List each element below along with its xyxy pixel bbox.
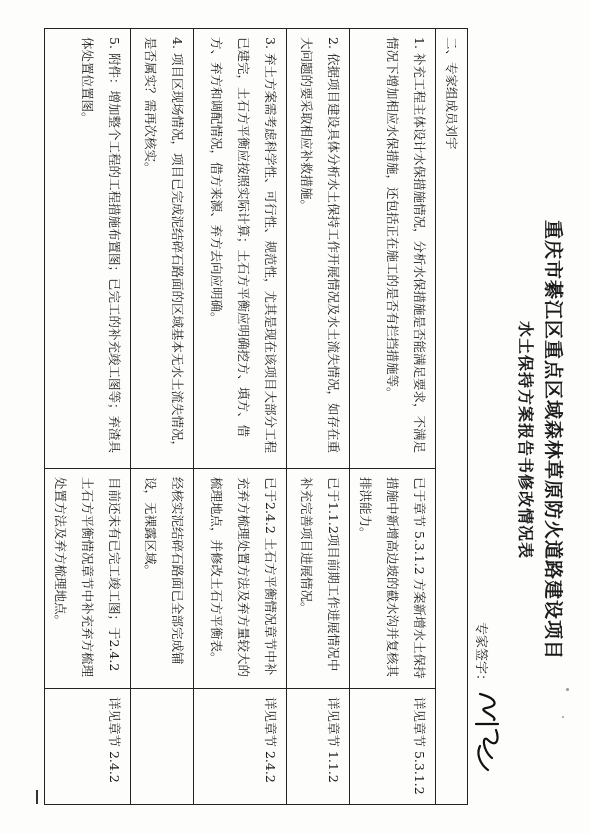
expert-comment: 5.附件：增加整个工程的工程措施布置图；已完工的补充竣工图等；弃渣具体处置位置图。 bbox=[45, 29, 131, 469]
revision-location: 详见章节 1.1.2 bbox=[287, 689, 350, 805]
table-row bbox=[287, 29, 350, 805]
table-row bbox=[350, 29, 436, 805]
expert-comment: 3.弃土方案需考虑科学性、可行性、规范性，尤其是现在该项目大部分工程已建完，土石方平衡应按照实际计算；土石方平衡应明确挖方、填方、借方、弃方和调配情况，借方来源、弃方去向应明确。 bbox=[194, 29, 287, 469]
document-title: 重庆市綦江区重点区域森林草原防火道路建设项目 bbox=[542, 219, 564, 660]
table-row bbox=[45, 29, 131, 805]
revision-table bbox=[44, 28, 468, 805]
table-row bbox=[194, 29, 287, 805]
scan-speck bbox=[566, 688, 569, 691]
section-header: 二、专家组成员刘宇 bbox=[436, 29, 468, 805]
revision-response: 已于章节 5.3.1.2 方案新增水土保持措施中新增高边坡的截水沟并复核其排洪能力。 bbox=[350, 469, 436, 689]
document-subtitle: 水土保持方案报告书修改情况表 bbox=[516, 320, 535, 559]
signature-label: 专家签字： bbox=[473, 622, 488, 688]
section-header-row bbox=[436, 29, 468, 805]
revision-location: 详见章节 2.4.2 bbox=[45, 689, 131, 805]
scan-mark bbox=[36, 790, 38, 804]
revision-location: 详见章节 2.4.2 bbox=[194, 689, 287, 805]
revision-response: 经核实泥结碎石路面已全部完成铺设，无裸露区域。 bbox=[131, 469, 194, 689]
revision-location: 详见章节 5.3.1.2 bbox=[350, 689, 436, 805]
revision-location bbox=[131, 689, 194, 805]
expert-comment: 1.补充工程主体设计水保措施情况，分析水保措施是否能满足要求，不满足情况下增加相应水保措施，还包括正在施工的是否有拦挡措施等。 bbox=[350, 29, 436, 469]
handwritten-signature bbox=[472, 688, 506, 774]
scan-speck bbox=[562, 716, 564, 718]
revision-response: 已于1.1.2项目前期工作进展情况中补充完善项目进展情况。 bbox=[287, 469, 350, 689]
revision-response: 目前还未有已完工竣工图；于2.4.2 土石方平衡情况章节中补充弃方梳理处置方法及弃方梳理地点。 bbox=[45, 469, 131, 689]
expert-comment: 2.依据项目建设具体分析水土保持工作开展情况及水土流失情况，如存在重大问题的要采取相应补救措施。 bbox=[287, 29, 350, 469]
table-row bbox=[131, 29, 194, 805]
revision-response: 已于2.4.2 土石方平衡情况章节中补充弃方梳理处置方法及弃方量较大的梳理地点，并修改土石方平衡表。 bbox=[194, 469, 287, 689]
expert-comment: 4.项目区现场情况，项目已完成泥结碎石路面的区域基本无水土流失情况，是否属实？需再次核实。 bbox=[131, 29, 194, 469]
